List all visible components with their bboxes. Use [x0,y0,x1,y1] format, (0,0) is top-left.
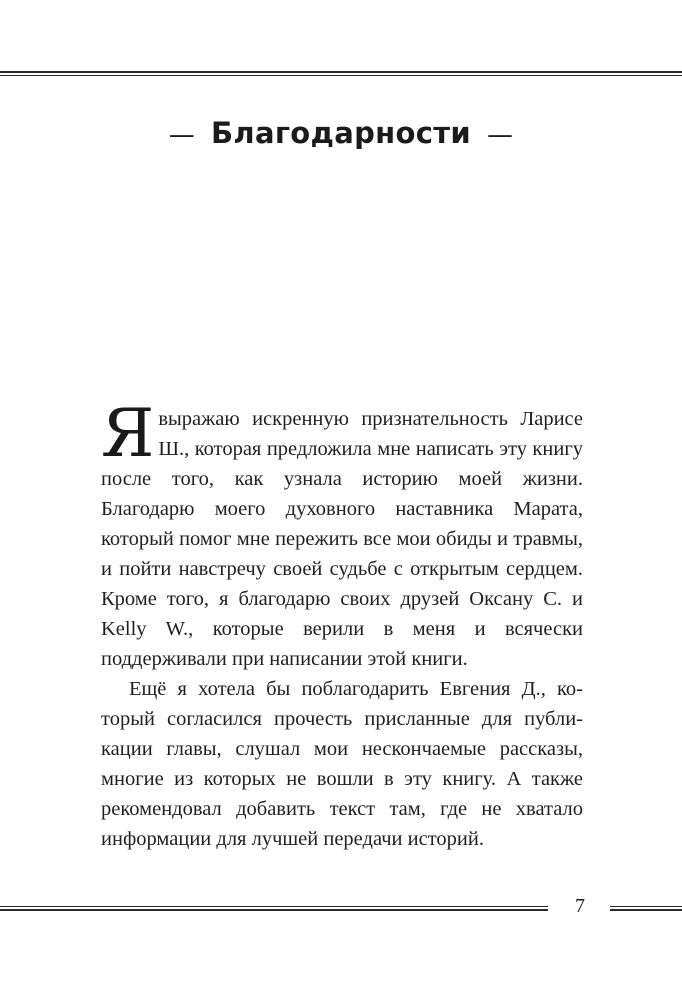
title-text: Благодарности [211,116,471,150]
page-number: 7 [575,895,585,917]
title-dash-right: — [486,120,514,150]
page-title [0,116,682,150]
drop-cap: Я [101,395,155,472]
body-text [101,395,583,854]
paragraph-2-text: Ещё я хотела бы поблагодарить Евгения Д., который согласился прочесть присланные для публикации главы, слушал мои нескончаемые рассказы, многие из которых не вошли в эту книгу. А также рекомендовал добавить текст там, где не хватало информации для лучшей передачи историй. [101,678,583,850]
top-double-rule [0,71,682,76]
bottom-rule-left [0,906,548,911]
bottom-rule-right [610,906,682,911]
paragraph-2 [101,674,583,854]
title-dash-left: — [168,120,196,150]
paragraph-1 [101,395,583,674]
paragraph-1-text: выражаю искренную признательность Ларисе Ш., которая предложила мне написать эту книгу после того, как узнала историю моей жизни. Благодарю моего духовного наставника Марата, который помог мне пережить все мои обиды и травмы, и пойти навстречу своей судьбе с открытым сердцем. Кроме того, я благодарю своих друзей Оксану С. и Kelly W., которые верили в меня и всячески поддерживали при написании этой книги. [101,408,583,670]
